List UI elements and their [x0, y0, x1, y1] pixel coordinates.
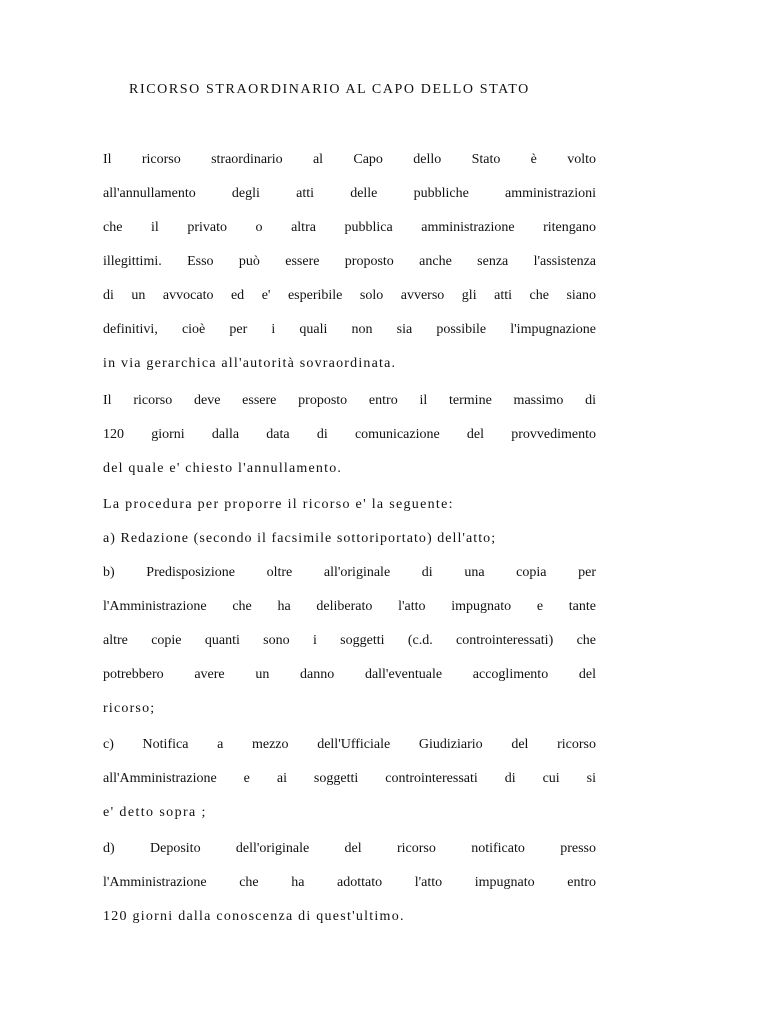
text-line: altre copie quanti sono i soggetti (c.d. controinteressati) che: [103, 633, 596, 648]
text-line: del quale e' chiesto l'annullamento.: [103, 461, 343, 476]
text-line: definitivi, cioè per i quali non sia possibile l'impugnazione: [103, 322, 596, 337]
text-line: l'Amministrazione che ha deliberato l'atto impugnato e tante: [103, 599, 596, 614]
text-line: Il ricorso straordinario al Capo dello Stato è volto: [103, 152, 596, 167]
text-line: illegittimi. Esso può essere proposto anche senza l'assistenza: [103, 254, 596, 269]
text-line: a) Redazione (secondo il facsimile sottoriportato) dell'atto;: [103, 531, 497, 546]
text-line: in via gerarchica all'autorità sovraordinata.: [103, 356, 397, 371]
text-line: d) Deposito dell'originale del ricorso notificato presso: [103, 841, 596, 856]
text-line: 120 giorni dalla conoscenza di quest'ultimo.: [103, 909, 405, 924]
document-title: RICORSO STRAORDINARIO AL CAPO DELLO STATO: [129, 82, 530, 97]
text-line: e' detto sopra ;: [103, 805, 207, 820]
text-line: l'Amministrazione che ha adottato l'atto impugnato entro: [103, 875, 596, 890]
text-line: c) Notifica a mezzo dell'Ufficiale Giudiziario del ricorso: [103, 737, 596, 752]
text-line: 120 giorni dalla data di comunicazione del provvedimento: [103, 427, 596, 442]
text-line: La procedura per proporre il ricorso e' la seguente:: [103, 497, 454, 512]
text-line: che il privato o altra pubblica amministrazione ritengano: [103, 220, 596, 235]
text-line: all'annullamento degli atti delle pubbliche amministrazioni: [103, 186, 596, 201]
text-line: ricorso;: [103, 701, 156, 716]
text-line: all'Amministrazione e ai soggetti controinteressati di cui si: [103, 771, 596, 786]
text-line: Il ricorso deve essere proposto entro il termine massimo di: [103, 393, 596, 408]
text-line: b) Predisposizione oltre all'originale di una copia per: [103, 565, 596, 580]
text-line: potrebbero avere un danno dall'eventuale accoglimento del: [103, 667, 596, 682]
text-line: di un avvocato ed e' esperibile solo avverso gli atti che siano: [103, 288, 596, 303]
